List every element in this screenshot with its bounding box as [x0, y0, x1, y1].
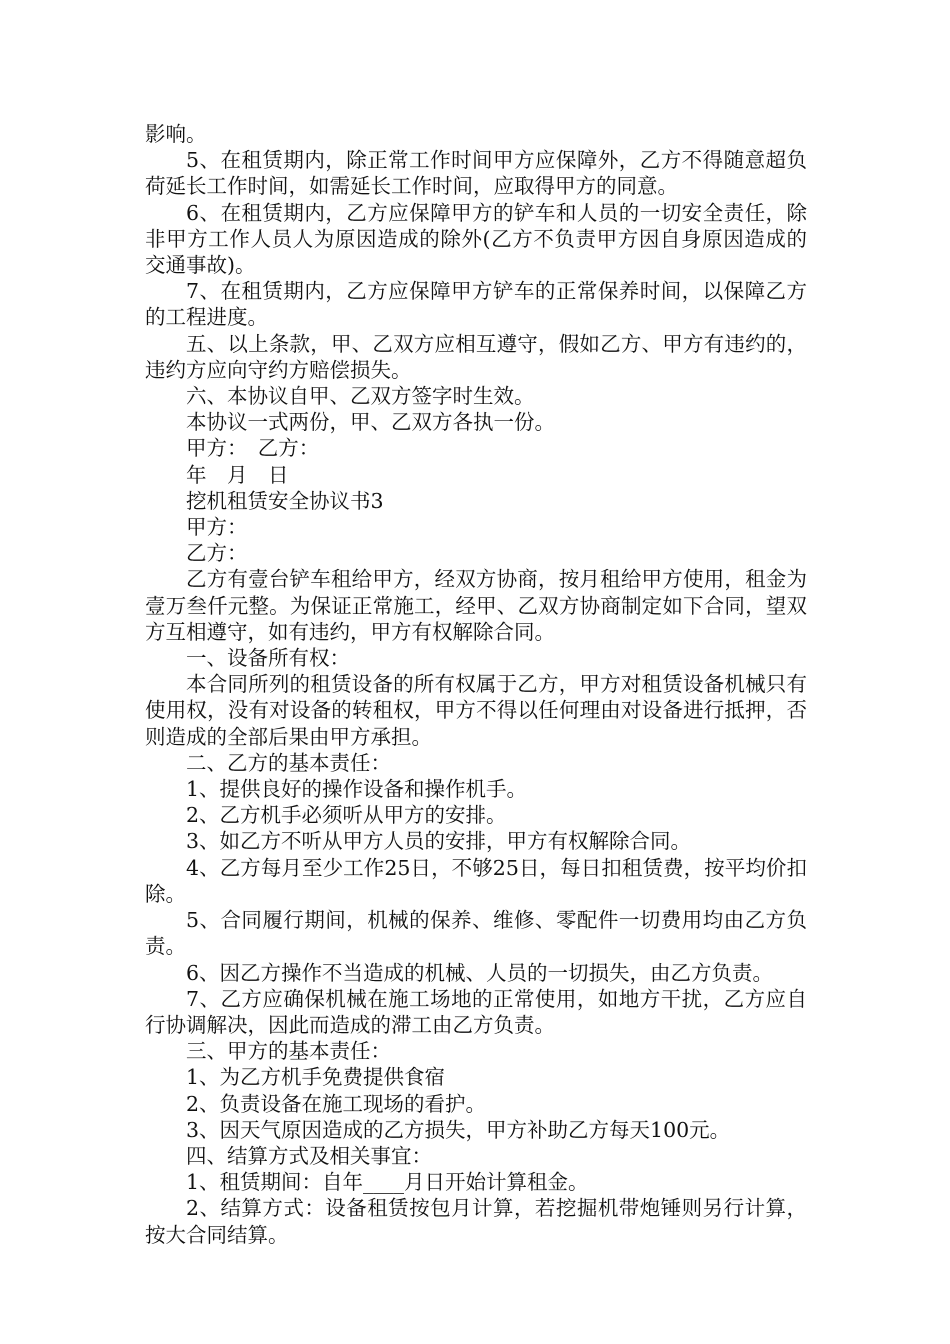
party-b-duty-4: 4、乙方每月至少工作25日，不够25日，每日扣租赁费，按平均价扣除。 — [145, 855, 807, 906]
party-b-duty-6: 6、因乙方操作不当造成的机械、人员的一切损失，由乙方负责。 — [186, 960, 774, 985]
party-a-duty-1: 1、为乙方机手免费提供食宿 — [186, 1065, 446, 1090]
heading-party-b-duties: 二、乙方的基本责任： — [186, 750, 391, 775]
paragraph-section-6: 六、本协议自甲、乙双方签字时生效。 — [186, 384, 535, 409]
party-b-label: 乙方： — [186, 541, 248, 566]
paragraph-intro: 乙方有壹台铲车租给甲方，经双方协商，按月租给甲方使用，租金为壹万叁仟元整。为保证正常施工，经甲、乙双方协商制定如下合同，望双方互相遵守，如有违约，甲方有权解除合同。 — [145, 567, 807, 644]
paragraph-continuation: 影响。 — [145, 122, 207, 146]
heading-ownership: 一、设备所有权： — [186, 646, 350, 671]
paragraph-ownership: 本合同所列的租赁设备的所有权属于乙方，甲方对租赁设备机械只有使用权，没有对设备的转租权，甲方不得以任何理由对设备进行抵押，否则造成的全部后果由甲方承担。 — [145, 672, 807, 749]
heading-settlement: 四、结算方式及相关事宜： — [186, 1143, 432, 1168]
party-b-duty-1: 1、提供良好的操作设备和操作机手。 — [186, 777, 528, 802]
paragraph-section-5: 五、以上条款，甲、乙双方应相互遵守，假如乙方、甲方有违约的，违约方应向守约方赔偿损失。 — [145, 331, 807, 382]
party-a-duty-2: 2、负责设备在施工现场的看护。 — [186, 1091, 487, 1116]
heading-party-a-duties: 三、甲方的基本责任： — [186, 1039, 391, 1064]
signature-parties: 甲方： 乙方： — [186, 436, 320, 461]
party-b-duty-5: 5、合同履行期间，机械的保养、维修、零配件一切费用均由乙方负责。 — [145, 908, 807, 959]
agreement-title: 挖机租赁安全协议书3 — [186, 488, 384, 513]
party-a-label: 甲方： — [186, 515, 248, 540]
party-b-duty-3: 3、如乙方不听从甲方人员的安排，甲方有权解除合同。 — [186, 829, 692, 854]
paragraph-clause-5: 5、在租赁期内，除正常工作时间甲方应保障外，乙方不得随意超负荷延长工作时间，如需延长工作时间，应取得甲方的同意。 — [145, 148, 807, 199]
settlement-1: 1、租赁期间：自年____月日开始计算租金。 — [186, 1170, 589, 1195]
document-body — [145, 121, 807, 1248]
party-b-duty-2: 2、乙方机手必须听从甲方的安排。 — [186, 803, 507, 828]
party-b-duty-7: 7、乙方应确保机械在施工场地的正常使用，如地方干扰，乙方应自行协调解决，因此而造成的滞工由乙方负责。 — [145, 986, 807, 1037]
party-a-duty-3: 3、因天气原因造成的乙方损失，甲方补助乙方每天100元。 — [186, 1117, 731, 1142]
settlement-2: 2、结算方式：设备租赁按包月计算，若挖掘机带炮锤则另行计算，按大合同结算。 — [145, 1196, 807, 1247]
signature-date: 年 月 日 — [186, 462, 289, 487]
paragraph-copies: 本协议一式两份，甲、乙双方各执一份。 — [186, 410, 555, 435]
paragraph-clause-7: 7、在租赁期内，乙方应保障甲方铲车的正常保养时间，以保障乙方的工程进度。 — [145, 279, 807, 330]
paragraph-clause-6: 6、在租赁期内，乙方应保障甲方的铲车和人员的一切安全责任，除非甲方工作人员人为原因造成的除外(乙方不负责甲方因自身原因造成的交通事故)。 — [145, 200, 807, 278]
